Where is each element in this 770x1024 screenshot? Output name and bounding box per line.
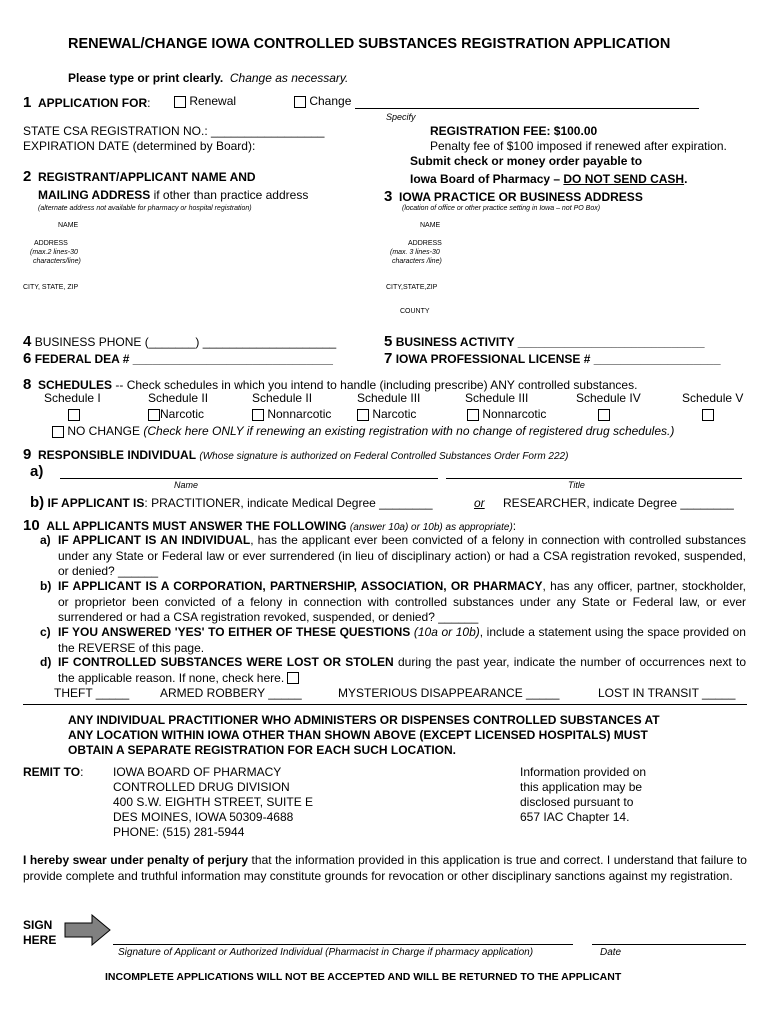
schedule-3nn-label: Schedule III: [465, 391, 529, 405]
iowa-license-field[interactable]: 7 IOWA PROFESSIONAL LICENSE # ___________________: [384, 350, 721, 367]
applicant-practitioner-field[interactable]: b) IF APPLICANT IS: PRACTITIONER, indicate Medical Degree ________: [30, 494, 433, 511]
question-c-text: IF YOU ANSWERED 'YES' TO EITHER OF THESE QUESTIONS (10a or 10b), include a statement using the space provided on the REVERSE of this page.: [58, 625, 746, 655]
question-d-text: IF CONTROLLED SUBSTANCES WERE LOST OR STOLEN during the past year, indicate the number of occurrences next to the applicable reason. If none, check here.: [58, 655, 747, 685]
application-for: 1 APPLICATION FOR:: [23, 94, 151, 111]
question-b-text: IF APPLICANT IS A CORPORATION, PARTNERSHIP, ASSOCIATION, OR PHARMACY, has any officer, partner, stockholder, or proprietor been convicted of a felony in connection with controlled substances under any State or Federal law, or ever surrendered or had a CSA registration revoked, suspended, or denied? ______: [58, 579, 746, 624]
part-a-label: a): [30, 463, 44, 480]
remit-line-1: IOWA BOARD OF PHARMACY: [113, 765, 282, 779]
penalty-fee: Penalty fee of $100 imposed if renewed after expiration.: [430, 139, 727, 153]
registrant-name-heading: 2 REGISTRANT/APPLICANT NAME AND: [23, 168, 256, 185]
name-caption: Name: [174, 480, 199, 490]
no-change-checkbox[interactable]: [52, 426, 64, 438]
info-line-2: this application may be: [520, 780, 643, 794]
business-activity-field[interactable]: 5 BUSINESS ACTIVITY ____________________________: [384, 333, 705, 350]
info-line-1: Information provided on: [520, 765, 647, 779]
responsible-individual-heading: 9 RESPONSIBLE INDIVIDUAL (Whose signature is authorized on Federal Controlled Substances Order Form 222): [23, 446, 569, 463]
renewal-checkbox[interactable]: [174, 96, 186, 108]
mysterious-disappearance-field[interactable]: MYSTERIOUS DISAPPEARANCE _____: [338, 686, 560, 700]
practice-address-max-lines: (max. 3 lines-30: [390, 249, 440, 256]
renewal-option: Renewal: [174, 94, 236, 108]
researcher-degree-field[interactable]: RESEARCHER, indicate Degree ________: [503, 496, 734, 510]
question-b-label: b): [40, 579, 52, 593]
schedule-2n-label: Schedule II: [148, 391, 209, 405]
here-label: HERE: [23, 933, 57, 947]
alternate-address-note: (alternate address not available for pharmacy or hospital registration): [38, 205, 252, 212]
notice-line-1: ANY INDIVIDUAL PRACTITIONER WHO ADMINISTERS OR DISPENSES CONTROLLED SUBSTANCES AT: [68, 713, 660, 727]
practice-address-label: ADDRESS: [408, 240, 442, 247]
mailing-address-heading: MAILING ADDRESS if other than practice address: [38, 188, 309, 202]
submit-check: Submit check or money order payable to: [410, 154, 643, 168]
payable-to: Iowa Board of Pharmacy – DO NOT SEND CASH.: [410, 172, 688, 186]
notice-line-2: ANY LOCATION WITHIN IOWA OTHER THAN SHOWN ABOVE (EXCEPT LICENSED HOSPITALS) MUST: [68, 728, 648, 742]
remit-line-2: CONTROLLED DRUG DIVISION: [113, 780, 290, 794]
schedule-2nn-label: Schedule II: [252, 391, 313, 405]
schedule-1-label: Schedule I: [44, 391, 101, 405]
state-csa-registration-field[interactable]: STATE CSA REGISTRATION NO.: _________________: [23, 124, 325, 138]
responsible-title-field[interactable]: [446, 478, 742, 479]
schedule-3-nonnarcotic-checkbox[interactable]: [467, 409, 479, 421]
address-label: ADDRESS: [34, 240, 68, 247]
question-c-label: c): [40, 625, 51, 639]
business-phone-field[interactable]: 4 BUSINESS PHONE (_______) ____________________: [23, 333, 337, 350]
schedule-5-checkbox[interactable]: [702, 407, 714, 421]
schedule-2-narcotic-option: Narcotic: [148, 407, 204, 421]
sign-label: SIGN: [23, 918, 53, 932]
schedule-3n-label: Schedule III: [357, 391, 421, 405]
instructions: Please type or print clearly. Change as necessary.: [68, 71, 349, 85]
county-label: COUNTY: [400, 308, 430, 315]
address-max-lines: (max.2 lines-30: [30, 249, 78, 256]
schedules-heading: 8 SCHEDULES -- Check schedules in which you intend to handle (including prescribe) ANY controlled substances.: [23, 376, 638, 393]
schedule-3-nonnarcotic-option: Nonnarcotic: [467, 407, 546, 421]
address-max-chars: characters/line): [33, 258, 81, 265]
schedule-2-nonnarcotic-checkbox[interactable]: [252, 409, 264, 421]
all-applicants-heading: 10 ALL APPLICANTS MUST ANSWER THE FOLLOWING (answer 10a) or 10b) as appropriate):: [23, 517, 517, 534]
perjury-statement: I hereby swear under penalty of perjury that the information provided in this application is true and correct. I understand that failure to provide complete and truthful information may constitute grounds for revocation or other disciplinary sanctions against my registration.: [23, 853, 747, 883]
date-field[interactable]: [592, 944, 746, 945]
change-checkbox[interactable]: [294, 96, 306, 108]
no-change-option: NO CHANGE (Check here ONLY if renewing an existing registration with no change of registered drug schedules.): [52, 424, 674, 438]
footer-warning: INCOMPLETE APPLICATIONS WILL NOT BE ACCEPTED AND WILL BE RETURNED TO THE APPLICANT: [105, 971, 622, 983]
change-specify-field[interactable]: [355, 108, 699, 109]
divider: [23, 704, 747, 705]
practice-city-label: CITY,STATE,ZIP: [386, 284, 438, 291]
schedule-4-label: Schedule IV: [576, 391, 641, 405]
remit-line-4: DES MOINES, IOWA 50309-4688: [113, 810, 294, 824]
name-label: NAME: [58, 222, 79, 229]
signature-caption: Signature of Applicant or Authorized Individual (Pharmacist in Charge if pharmacy application): [118, 947, 534, 958]
remit-to-label: REMIT TO:: [23, 765, 84, 779]
specify-label: Specify: [386, 112, 416, 122]
schedule-3-narcotic-checkbox[interactable]: [357, 409, 369, 421]
armed-robbery-field[interactable]: ARMED ROBBERY _____: [160, 686, 302, 700]
change-option: Change: [294, 94, 351, 108]
practice-address-heading: 3 IOWA PRACTICE OR BUSINESS ADDRESS: [384, 188, 643, 205]
signature-field[interactable]: [113, 944, 573, 945]
lost-in-transit-field[interactable]: LOST IN TRANSIT _____: [598, 686, 736, 700]
federal-dea-field[interactable]: 6 FEDERAL DEA # ______________________________: [23, 350, 333, 367]
schedule-2-narcotic-checkbox[interactable]: [148, 409, 160, 421]
registration-fee: REGISTRATION FEE: $100.00: [430, 124, 598, 138]
schedule-3-narcotic-option: Narcotic: [357, 407, 416, 421]
schedule-5-label: Schedule V: [682, 391, 744, 405]
question-a-text: IF APPLICANT IS AN INDIVIDUAL, has the applicant ever been convicted of a felony in connection with controlled substances under any State or Federal law or ever surrendered (in lieu of disciplinary action) or had a CSA registration revoked, suspended, or denied? ______: [58, 533, 746, 578]
schedule-4-checkbox[interactable]: [598, 407, 610, 421]
responsible-name-field[interactable]: [60, 478, 438, 479]
remit-line-3: 400 S.W. EIGHTH STREET, SUITE E: [113, 795, 314, 809]
info-line-3: disclosed pursuant to: [520, 795, 634, 809]
or-label: or: [474, 496, 485, 510]
arrow-right-icon: [64, 914, 112, 946]
none-lost-checkbox[interactable]: [287, 672, 299, 684]
city-state-zip-label: CITY, STATE, ZIP: [23, 284, 79, 291]
practice-location-note: (location of office or other practice setting in Iowa – not PO Box): [402, 205, 601, 212]
title-caption: Title: [568, 480, 585, 490]
remit-phone: PHONE: (515) 281-5944: [113, 825, 245, 839]
page-title: RENEWAL/CHANGE IOWA CONTROLLED SUBSTANCES REGISTRATION APPLICATION: [68, 36, 671, 52]
theft-field[interactable]: THEFT _____: [54, 686, 130, 700]
expiration-date-label: EXPIRATION DATE (determined by Board):: [23, 139, 256, 153]
question-a-label: a): [40, 533, 51, 547]
question-d-label: d): [40, 655, 52, 669]
date-caption: Date: [600, 947, 622, 958]
schedule-1-checkbox[interactable]: [68, 407, 80, 421]
practice-name-label: NAME: [420, 222, 441, 229]
info-line-4: 657 IAC Chapter 14.: [520, 810, 630, 824]
practice-address-max-chars: characters /line): [392, 258, 442, 265]
notice-line-3: OBTAIN A SEPARATE REGISTRATION FOR EACH SUCH LOCATION.: [68, 743, 456, 757]
schedule-2-nonnarcotic-option: Nonnarcotic: [252, 407, 331, 421]
